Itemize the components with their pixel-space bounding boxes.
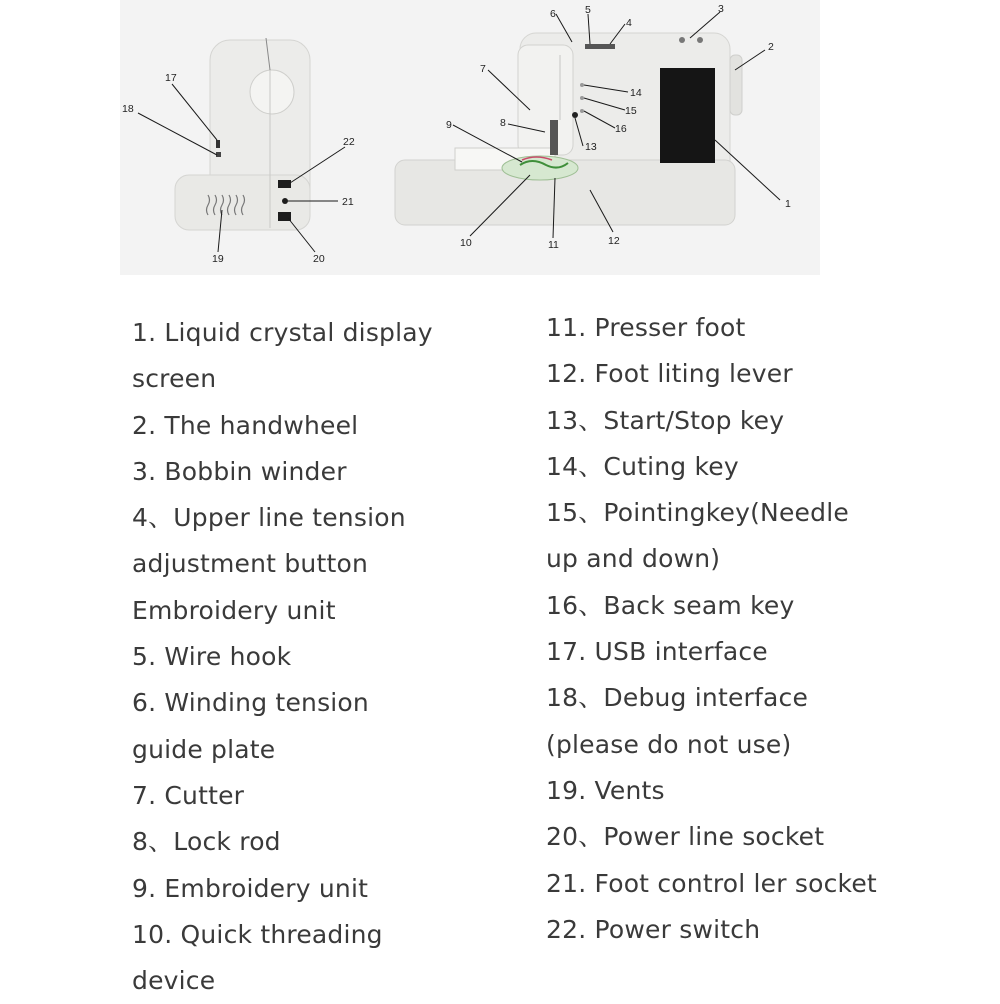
legend-line: adjustment button <box>132 549 368 579</box>
callout-8: 8 <box>500 117 506 129</box>
callout-20: 20 <box>313 253 325 265</box>
legend-line: 14、Cuting key <box>546 451 739 481</box>
callout-15: 15 <box>625 105 637 117</box>
legend-line: 1. Liquid crystal display <box>132 318 433 347</box>
callout-5: 5 <box>585 4 591 16</box>
power-switch-shape <box>278 180 291 188</box>
legend-right-column <box>546 305 986 953</box>
callout-16: 16 <box>615 123 627 135</box>
legend-line: (please do not use) <box>546 729 792 759</box>
legend-line: 22. Power switch <box>546 914 761 944</box>
callout-14: 14 <box>630 87 642 99</box>
legend-line: 8、Lock rod <box>132 827 281 857</box>
legend-line: up and down) <box>546 544 721 574</box>
legend-line: 9. Embroidery unit <box>132 873 369 903</box>
callout-1: 1 <box>785 198 791 210</box>
handwheel-shape <box>730 55 742 115</box>
tension-button-shape <box>585 44 615 49</box>
needle-bar-shape <box>550 120 558 155</box>
callout-4: 4 <box>626 17 632 29</box>
front-head <box>518 45 573 155</box>
legend-line: 2. The handwheel <box>132 410 359 440</box>
callout-12: 12 <box>608 235 620 247</box>
sewing-machine-diagram <box>120 0 820 275</box>
legend-line: 20、Power line socket <box>546 822 825 852</box>
callout-10: 10 <box>460 237 472 249</box>
legend-line: 5. Wire hook <box>132 642 292 672</box>
callout-7: 7 <box>480 63 486 75</box>
callout-19: 19 <box>212 253 224 265</box>
callout-18: 18 <box>122 103 134 115</box>
legend-line: 11. Presser foot <box>546 313 746 342</box>
lcd-screen-shape <box>660 68 715 163</box>
bobbin-pin-shape <box>697 37 703 43</box>
legend-line: 3. Bobbin winder <box>132 456 347 486</box>
callout-22: 22 <box>343 136 355 148</box>
cutting-key-shape <box>580 83 584 87</box>
legend-left-column <box>132 310 512 1004</box>
legend-line: Embroidery unit <box>132 595 336 625</box>
legend-line: 12. Foot liting lever <box>546 359 793 389</box>
legend-line: 7. Cutter <box>132 780 245 810</box>
callout-2: 2 <box>768 41 774 53</box>
legend-line: 6. Winding tension <box>132 688 369 718</box>
legend-line: 18、Debug interface <box>546 683 809 713</box>
legend-line: 19. Vents <box>546 775 665 805</box>
legend-line: device <box>132 966 216 996</box>
foot-control-socket-shape <box>282 198 288 204</box>
callout-11: 11 <box>548 239 559 251</box>
callout-9: 9 <box>446 119 452 131</box>
callout-6: 6 <box>550 8 556 20</box>
legend-line: guide plate <box>132 734 276 764</box>
bobbin-winder-shape <box>679 37 685 43</box>
needle-key-shape <box>580 96 584 100</box>
legend-line: 16、Back seam key <box>546 590 795 620</box>
callout-21: 21 <box>342 196 354 208</box>
legend-line: 15、Pointingkey(Needle <box>546 498 849 528</box>
legend-line: 13、Start/Stop key <box>546 405 785 435</box>
legend-line: 21. Foot control ler socket <box>546 868 877 898</box>
callout-3: 3 <box>718 3 724 15</box>
diagram-svg <box>120 0 820 275</box>
legend-line: 4、Upper line tension <box>132 503 406 533</box>
legend-line: 17. USB interface <box>546 637 768 667</box>
callout-13: 13 <box>585 141 597 153</box>
start-stop-key-shape <box>572 112 578 118</box>
back-seam-key-shape <box>580 109 584 113</box>
usb-port-shape <box>216 140 220 148</box>
legend-line: 10. Quick threading <box>132 919 383 949</box>
embroidery-hoop <box>502 156 578 180</box>
callout-17: 17 <box>165 72 177 84</box>
side-handwheel <box>250 70 294 114</box>
legend-line: screen <box>132 364 217 394</box>
